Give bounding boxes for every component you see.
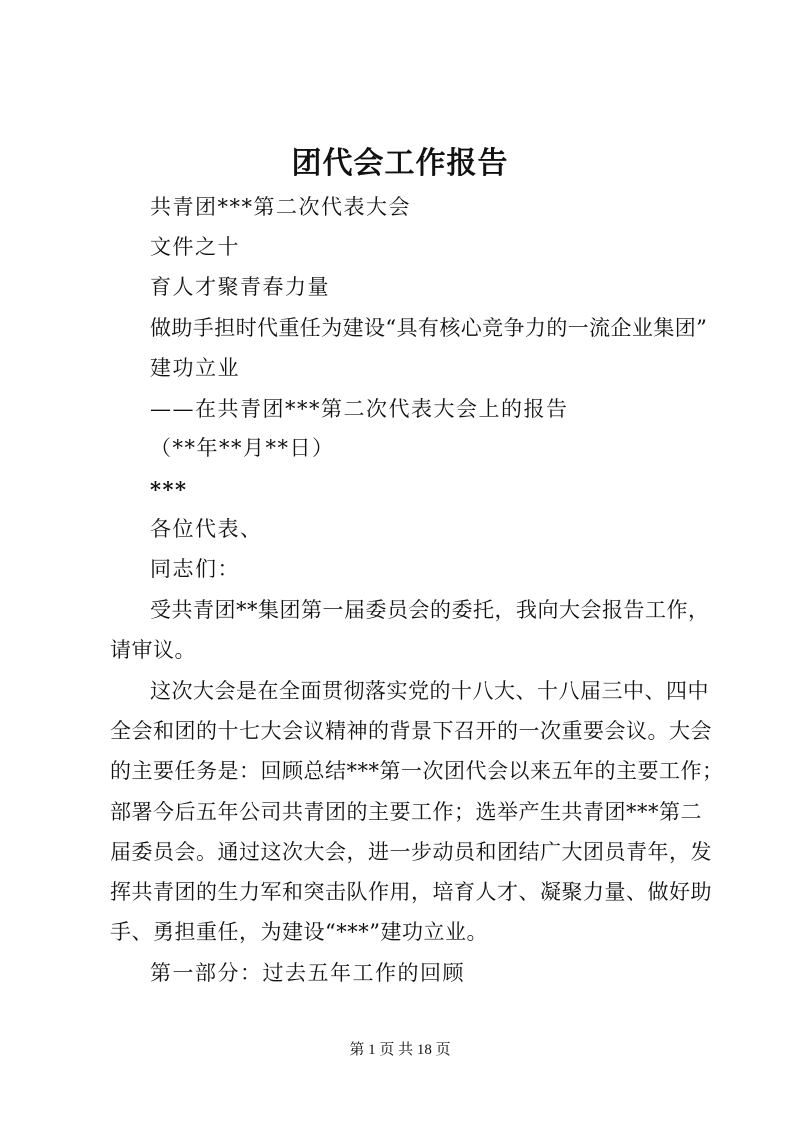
paragraph-2-line-1: 这次大会是在全面贯彻落实党的十八大、十八届三中、四中 — [150, 679, 709, 703]
paragraph-2-line-3: 的主要任务是：回顾总结***第一次团代会以来五年的主要工作； — [110, 759, 724, 783]
paragraph-2-line-4: 部署今后五年公司共青团的主要工作；选举产生共青团***第二 — [110, 800, 702, 824]
salutation-comrades: 同志们： — [150, 557, 240, 581]
paragraph-2-line-7: 手、勇担重任，为建设“***”建功立业。 — [110, 920, 488, 944]
header-line-slogan-1: 育人才聚青春力量 — [150, 275, 330, 299]
paragraph-2-line-6: 挥共青团的生力军和突击队作用，培育人才、凝聚力量、做好助 — [110, 880, 712, 904]
header-line-speaker: *** — [150, 477, 188, 502]
header-line-subtitle: ——在共青团***第二次代表大会上的报告 — [150, 397, 569, 421]
paragraph-2-line-5: 届委员会。通过这次大会，进一步动员和团结广大团员青年，发 — [110, 840, 712, 864]
header-line-file-number: 文件之十 — [150, 235, 240, 259]
section-heading: 第一部分：过去五年工作的回顾 — [150, 961, 465, 985]
header-line-date: （**年**月**日） — [150, 436, 335, 460]
header-line-slogan-3: 建功立业 — [150, 356, 240, 380]
header-line-slogan-2: 做助手担时代重任为建设“具有核心竞争力的一流企业集团” — [150, 316, 708, 340]
page-footer: 第 1 页 共 18 页 — [349, 1042, 451, 1058]
paragraph-1-line-2: 请审议。 — [110, 638, 196, 662]
paragraph-1-line-1: 受共青团**集团第一届委员会的委托，我向大会报告工作， — [150, 598, 710, 622]
header-line-congress: 共青团***第二次代表大会 — [150, 195, 411, 219]
salutation-delegates: 各位代表、 — [150, 517, 263, 541]
document-title: 团代会工作报告 — [291, 146, 509, 181]
paragraph-2-line-2: 全会和团的十七大会议精神的背景下召开的一次重要会议。大会 — [110, 719, 712, 743]
